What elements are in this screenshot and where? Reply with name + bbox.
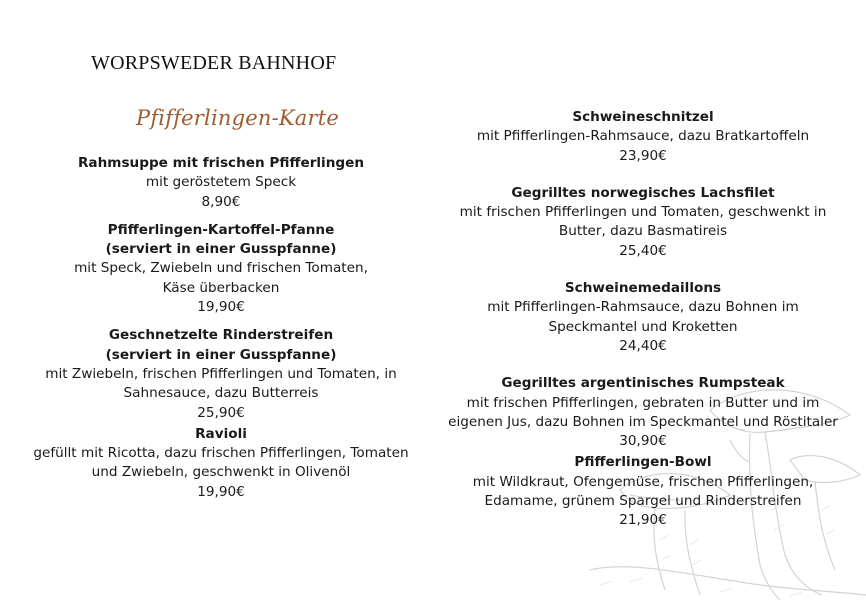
dish-description: eigenen Jus, dazu Bohnen im Speckmantel und Röstitaler [448,413,838,430]
menu-item [30,326,412,422]
dish-name: Ravioli [195,425,247,442]
menu-item [30,154,412,212]
dish-price: 21,90€ [619,512,667,529]
dish-price: 25,40€ [619,242,667,259]
dish-name: Pfifferlingen-Bowl [574,454,712,471]
dish-description: mit Speck, Zwiebeln und frischen Tomaten, [74,260,368,277]
dish-price: 25,90€ [197,404,245,421]
menu-item [446,374,840,451]
dish-description: mit Pfifferlingen-Rahmsauce, dazu Bohnen im [487,299,799,316]
dish-name: Rahmsuppe mit frischen Pfifferlingen [77,155,365,171]
dish-description: und Zwiebeln, geschwenkt in Olivenöl [91,464,351,481]
dish-description: Butter, dazu Basmatireis [558,223,728,240]
dish-name: Gegrilltes norwegisches Lachsfilet [511,184,775,201]
menu-item [446,279,840,356]
dish-description: Edamame, grünem Spargel und Rinderstreifen [484,493,802,510]
dish-price: 24,40€ [619,337,667,354]
menu-item [30,221,412,317]
dish-price: 19,90€ [197,483,245,500]
dish-description: Speckmantel und Kroketten [548,318,738,335]
dish-description: Käse überbacken [162,279,280,296]
dish-name: Gegrilltes argentinisches Rumpsteak [501,375,785,392]
dish-name: Schweinemedaillons [564,280,722,297]
dish-description: mit frischen Pfifferlingen und Tomaten, geschwenkt in [459,204,827,221]
dish-name: Geschnetzelte Rinderstreifen [108,327,334,344]
dish-price: 23,90€ [619,147,667,164]
menu-item [446,184,840,261]
dish-price: 8,90€ [201,193,241,210]
menu-item [30,425,412,502]
right-menu-column [446,108,840,531]
menu-title: Pfifferlingen-Karte [136,106,339,130]
dish-description: mit geröstetem Speck [145,174,297,191]
dish-name: Schweineschnitzel [572,109,714,125]
dish-description: mit Wildkraut, Ofengemüse, frischen Pfifferlingen, [472,473,814,490]
dish-price: 30,90€ [619,433,667,450]
dish-description: mit frischen Pfifferlingen, gebraten in Butter und im [466,394,820,411]
menu-item [446,453,840,530]
dish-name-note: (serviert in einer Gusspfanne) [105,346,337,363]
dish-description: mit Pfifferlingen-Rahmsauce, dazu Bratkartoffeln [476,128,810,145]
dish-description: Sahnesauce, dazu Butterreis [123,385,319,402]
dish-name: Pfifferlingen-Kartoffel-Pfanne [107,221,335,238]
left-menu-column [30,154,412,502]
restaurant-name: WORPSWEDER BAHNHOF [91,52,337,74]
dish-name-note: (serviert in einer Gusspfanne) [105,241,337,258]
dish-description: mit Zwiebeln, frischen Pfifferlingen und Tomaten, in [45,365,397,382]
menu-item [446,108,840,166]
dish-price: 19,90€ [197,299,245,316]
dish-description: gefüllt mit Ricotta, dazu frischen Pfifferlingen, Tomaten [33,445,409,462]
